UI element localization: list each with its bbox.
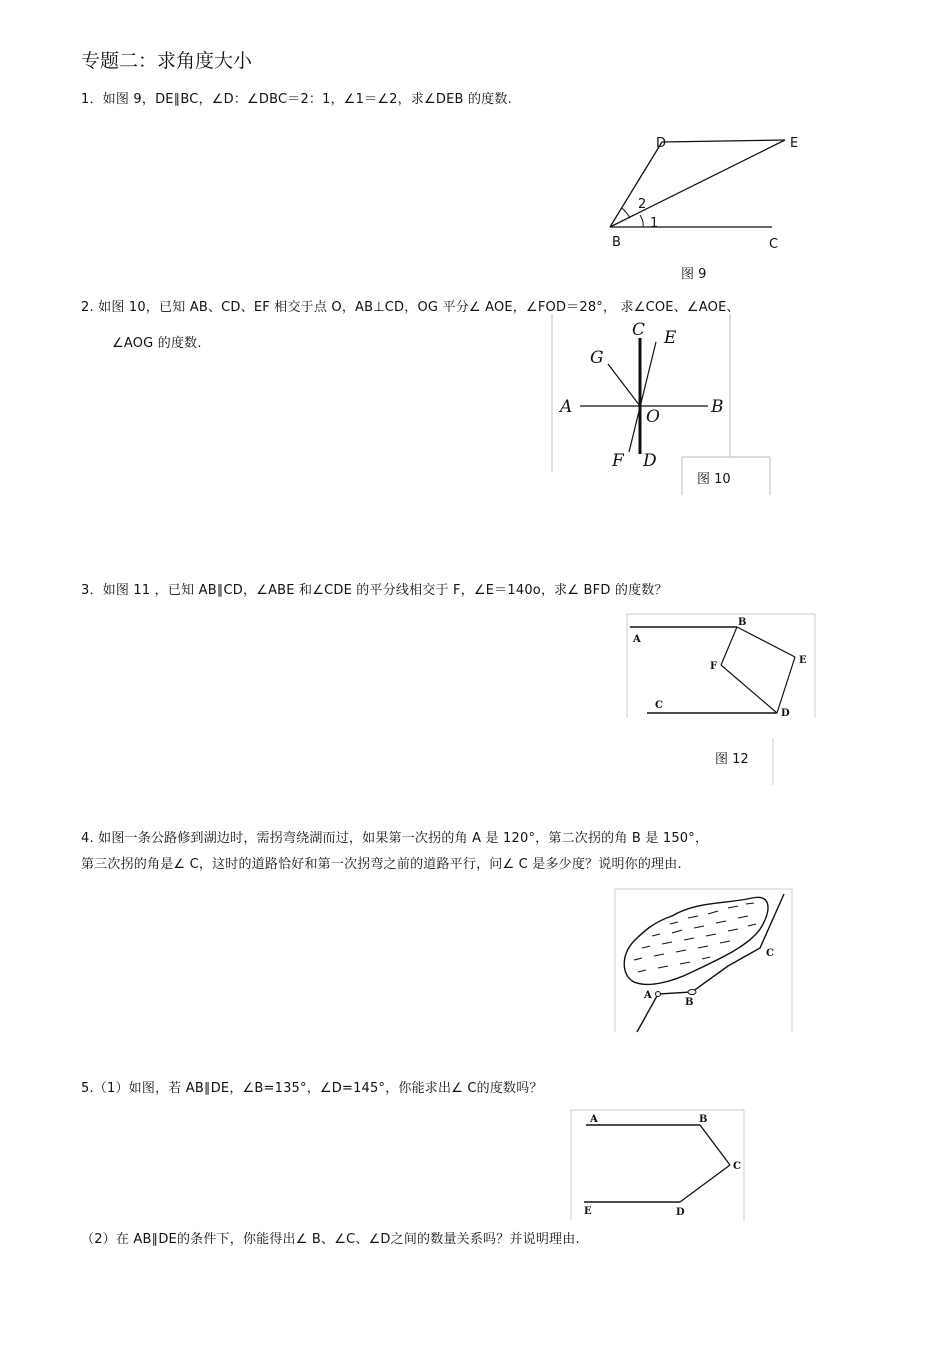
label-o: O bbox=[646, 407, 660, 427]
segment-fd bbox=[721, 665, 777, 713]
figure-12-caption: 图 12 bbox=[715, 752, 749, 767]
label-e: E bbox=[584, 1206, 592, 1217]
segment-be bbox=[737, 627, 795, 657]
label-angle-2: 2 bbox=[638, 197, 647, 212]
segment-cd bbox=[680, 1165, 730, 1202]
segment-bf bbox=[721, 627, 737, 665]
label-e: E bbox=[664, 328, 677, 348]
segment-de bbox=[662, 140, 785, 142]
figure-10 bbox=[550, 312, 775, 497]
question-5-part-1: 5.（1）如图，若 AB∥DE，∠B=135°，∠D=145°，你能求出∠ C的度数吗？ bbox=[81, 1081, 543, 1096]
question-2-line-1: 2. 如图 10，已知 AB、CD、EF 相交于点 O，AB⊥CD，OG 平分∠ AOE，∠FOD＝28°， 求∠COE、∠AOE、 bbox=[81, 300, 740, 315]
label-c: C bbox=[655, 700, 663, 711]
label-g: G bbox=[590, 348, 604, 368]
lake-outline bbox=[624, 897, 768, 984]
label-c: C bbox=[632, 320, 646, 340]
question-5-part-2: （2）在 AB∥DE的条件下，你能得出∠ B、∠C、∠D之间的数量关系吗？并说明理由. bbox=[81, 1232, 580, 1247]
label-b: B bbox=[738, 617, 747, 628]
page-title: 专题二：求角度大小 bbox=[81, 50, 253, 72]
question-4-line-1: 4. 如图一条公路修到湖边时，需拐弯绕湖而过，如果第一次拐的角 A 是 120°，第二次拐的角 B 是 150°， bbox=[81, 831, 709, 846]
label-a: A bbox=[560, 397, 573, 417]
label-f: F bbox=[710, 661, 718, 672]
label-d: D bbox=[781, 708, 790, 719]
label-b: B bbox=[612, 235, 621, 250]
figure-9-caption: 图 9 bbox=[681, 267, 707, 282]
label-a: A bbox=[590, 1114, 598, 1125]
lake-hatching bbox=[634, 903, 756, 972]
label-d: D bbox=[676, 1207, 685, 1218]
question-4-line-2: 第三次拐的角是∠ C，这时的道路恰好和第一次拐弯之前的道路平行，问∠ C 是多少度？说明你的理由. bbox=[81, 857, 682, 872]
label-a: A bbox=[644, 990, 652, 1001]
question-1-text: 1．如图 9，DE∥BC，∠D：∠DBC＝2：1，∠1＝∠2，求∠DEB 的度数. bbox=[81, 92, 512, 107]
label-d: D bbox=[643, 451, 657, 471]
label-e: E bbox=[790, 136, 799, 151]
segment-ed bbox=[777, 657, 795, 713]
figure-lake-road bbox=[612, 886, 797, 1036]
figure-q5 bbox=[568, 1108, 748, 1223]
label-b: B bbox=[699, 1114, 708, 1125]
figure-9 bbox=[600, 130, 820, 260]
ray-og bbox=[608, 364, 640, 406]
label-angle-1: 1 bbox=[650, 216, 659, 231]
label-c: C bbox=[766, 948, 774, 959]
segment-bc bbox=[700, 1125, 730, 1165]
label-a: A bbox=[633, 634, 641, 645]
question-2-line-2: ∠AOG 的度数. bbox=[112, 336, 202, 351]
label-c: C bbox=[733, 1161, 741, 1172]
label-d: D bbox=[656, 136, 667, 151]
label-e: E bbox=[799, 655, 807, 666]
label-b: B bbox=[685, 997, 694, 1008]
label-b: B bbox=[711, 397, 724, 417]
label-f: F bbox=[612, 451, 624, 471]
label-c: C bbox=[769, 237, 779, 252]
figure-10-caption: 图 10 bbox=[697, 472, 731, 487]
question-3-text: 3．如图 11 ，已知 AB∥CD，∠ABE 和∠CDE 的平分线相交于 F，∠E＝140o，求∠ BFD 的度数？ bbox=[81, 583, 668, 598]
